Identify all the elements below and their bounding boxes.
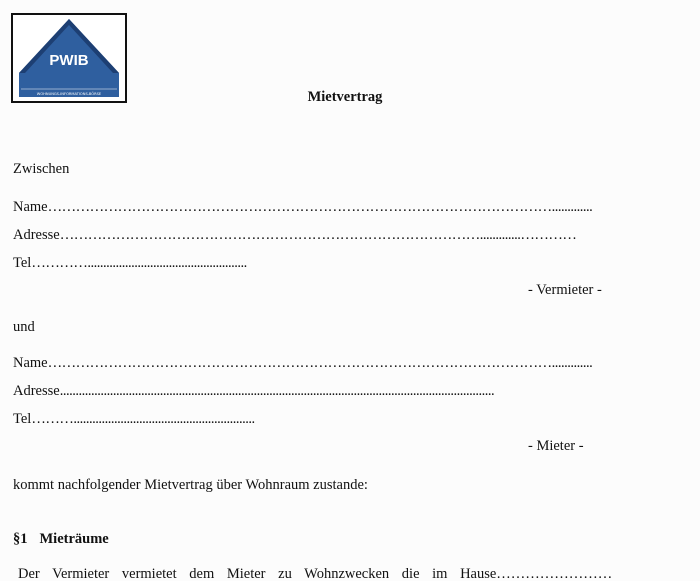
tenant-tel-line <box>13 411 323 428</box>
section-title: Mieträume <box>39 531 109 547</box>
landlord-name-line <box>13 199 668 216</box>
pwib-logo <box>11 13 127 103</box>
logo-subtitle: WOHNUNGS-INFORMATIONS-BÖRSE <box>36 92 102 96</box>
tenant-address-line <box>13 383 670 400</box>
tenant-tel-label: Tel <box>13 411 32 427</box>
landlord-tel-line <box>13 255 318 272</box>
logo-text: PWIB <box>49 52 89 69</box>
closing-sentence: kommt nachfolgender Mietvertrag über Wohnraum zustande: <box>13 477 368 493</box>
tenant-name-label: Name <box>13 355 48 371</box>
section-text: Der Vermieter vermietet dem Mieter zu Wohnzwecken die im Hause…………………… <box>18 566 613 581</box>
and-text: und <box>13 319 35 335</box>
between-text: Zwischen <box>13 161 70 177</box>
landlord-name-label: Name <box>13 199 48 215</box>
landlord-address-line <box>13 227 668 244</box>
section-number: §1 <box>13 531 28 547</box>
tenant-tel-field[interactable]: ……….......................................................... <box>31 411 255 427</box>
pwib-logo-icon <box>13 15 125 101</box>
tenant-role-label: - Mieter - <box>528 438 584 454</box>
landlord-address-label: Adresse <box>13 227 60 243</box>
tenant-address-field[interactable]: ........................................................................................................................................... <box>59 383 495 399</box>
tenant-name-field[interactable]: ………………………………………………………………………………………………............. <box>47 355 593 371</box>
landlord-address-field[interactable]: ……………………………………………………………………………….............………… <box>59 227 577 243</box>
page-title: Mietvertrag <box>307 89 383 105</box>
landlord-role-label: - Vermieter - <box>528 282 602 298</box>
landlord-tel-label: Tel <box>13 255 32 271</box>
tenant-address-label: Adresse <box>13 383 60 399</box>
tenant-name-line <box>13 355 668 372</box>
landlord-name-field[interactable]: ………………………………………………………………………………………………............. <box>47 199 593 215</box>
landlord-tel-field[interactable]: …………................................................... <box>31 255 247 271</box>
section-heading <box>13 531 109 548</box>
